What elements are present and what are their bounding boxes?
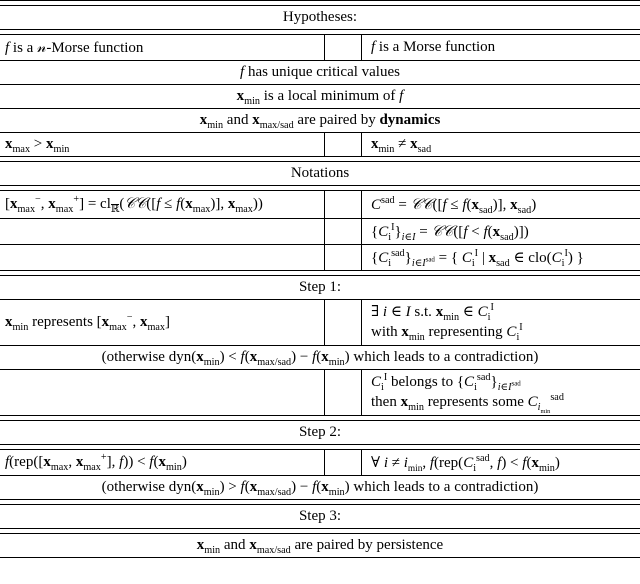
cell-ci-belongs-to-family bbox=[362, 370, 640, 415]
table-row-notation-2 bbox=[0, 219, 640, 244]
section-heading-step2-row bbox=[0, 421, 640, 444]
column-gap bbox=[325, 219, 361, 244]
cell-interval-xmax-definition: [$x_{max}^-$, $x_{max}^+$] = $cl_ℝ(𝒞𝒞([f \le f(x_{max})]$, $x_{max}$)) bbox=[5, 194, 263, 215]
cell-morse-function: f is a Morse function bbox=[371, 39, 496, 55]
table-row-step1-contradiction bbox=[0, 346, 640, 369]
rule-bottom bbox=[0, 557, 640, 558]
section-heading-step1: Step 1: bbox=[298, 279, 342, 296]
cell-line-2: with $x_{min}$ representing $C_i^I$ bbox=[371, 321, 523, 343]
table-row-step1-1 bbox=[0, 300, 640, 345]
table-row-local-minimum bbox=[0, 85, 640, 108]
column-gap bbox=[325, 450, 361, 475]
section-heading-step3-row bbox=[0, 505, 640, 528]
section-heading-hypotheses: Hypotheses: bbox=[282, 9, 358, 25]
cell-xmin-neq-xsad: $x_{min} \ne x_{sad}$ bbox=[371, 136, 432, 155]
section-heading-step3: Step 3: bbox=[298, 508, 342, 525]
table-row-step2-1 bbox=[0, 450, 640, 475]
table-row-inequalities bbox=[0, 133, 640, 156]
cell-line-2: then $x_{min}$ represents some $C_{i_{min}}^{sad}$ bbox=[371, 391, 564, 415]
table-row-unique-critical-values bbox=[0, 61, 640, 84]
column-gap bbox=[325, 35, 361, 60]
table-row-step3-conclusion bbox=[0, 534, 640, 557]
section-heading-notations-row bbox=[0, 162, 640, 185]
section-heading-step2: Step 2: bbox=[298, 424, 342, 441]
table-row-notation-3 bbox=[0, 245, 640, 270]
cell-contradiction-1: (otherwise $dyn(x_{min}) < f(x_{max/sad}) - f(x_{min})$ which leads to a contradiction) bbox=[101, 349, 539, 369]
cell-csad-definition: $C^{sad}$ = 𝒞𝒞([f ≤ $f(x_{sad})$], $x_{sad}$) bbox=[371, 195, 537, 217]
cell-paired-persistence: $x_{min}$ and $x_{max/sad}$ are paired by persistence bbox=[196, 537, 444, 557]
column-gap bbox=[325, 300, 361, 345]
cell-exists-i-in-I bbox=[362, 300, 640, 345]
section-heading-step1-row bbox=[0, 276, 640, 299]
cell-empty-left-1 bbox=[0, 219, 324, 244]
section-heading-hypotheses-row bbox=[0, 6, 640, 29]
cell-empty-left-3 bbox=[0, 370, 324, 415]
cell-dmorse-function: f is a 𝓃-Morse function bbox=[5, 38, 144, 56]
column-gap bbox=[325, 245, 361, 270]
cell-line-1: $C_i^I$ belongs to $\{C_i^{sad}\}_{i\in I^{sad}}$ bbox=[371, 372, 521, 394]
column-gap bbox=[325, 370, 361, 415]
cell-unique-critical-values: f has unique critical values bbox=[240, 64, 400, 80]
cell-contradiction-2: (otherwise $dyn(x_{min}) > f(x_{max/sad}) - f(x_{min})$ which leads to a contradiction) bbox=[101, 479, 539, 499]
cell-xmax-gt-xmin: $x_{max} > x_{min}$ bbox=[5, 136, 70, 155]
cell-csad-family-definition: $\{C_i^{sad}\}_{i\in I^{sad}}$ = { $C_i^I$ | $x_{sad}$ ∈ $clo(C_i^I)$ } bbox=[371, 248, 584, 270]
cell-paired-dynamics: $x_{min}$ and $x_{max/sad}$ are paired by dynamics bbox=[199, 112, 441, 131]
column-gap bbox=[325, 133, 361, 156]
table-row-notation-1 bbox=[0, 191, 640, 218]
cell-forall-i-neq-imin: ∀ $i \ne i_{min}$, $f(rep(C_i^{sad}$, $f) < f(x_{min})$ bbox=[371, 453, 560, 475]
cell-local-minimum: $x_{min}$ is a local minimum of f bbox=[236, 88, 404, 107]
table-row-step1-3 bbox=[0, 370, 640, 415]
table-row-paired-dynamics bbox=[0, 109, 640, 132]
cell-frep-lt-fxmin: $f(rep([x_{max}$, $x_{max}^+$], $f)) < f(x_{min})$ bbox=[5, 452, 187, 474]
section-heading-notations: Notations bbox=[290, 165, 350, 181]
column-gap bbox=[325, 191, 361, 218]
cell-ci-family-definition: $\{C_i^I\}_{i\in I}$ = 𝒞𝒞([f < $f(x_{sad})$]) bbox=[371, 222, 529, 244]
table-row-morse bbox=[0, 35, 640, 60]
cell-line-1: ∃ i ∈ I s.t. $x_{min}$ ∈ $C_i^I$ bbox=[371, 302, 494, 324]
cell-empty-left-2 bbox=[0, 245, 324, 270]
table-row-step2-contradiction bbox=[0, 476, 640, 499]
cell-xmin-represents-interval: $x_{min}$ represents [$x_{max}^-$, $x_{max}$] bbox=[5, 312, 171, 334]
